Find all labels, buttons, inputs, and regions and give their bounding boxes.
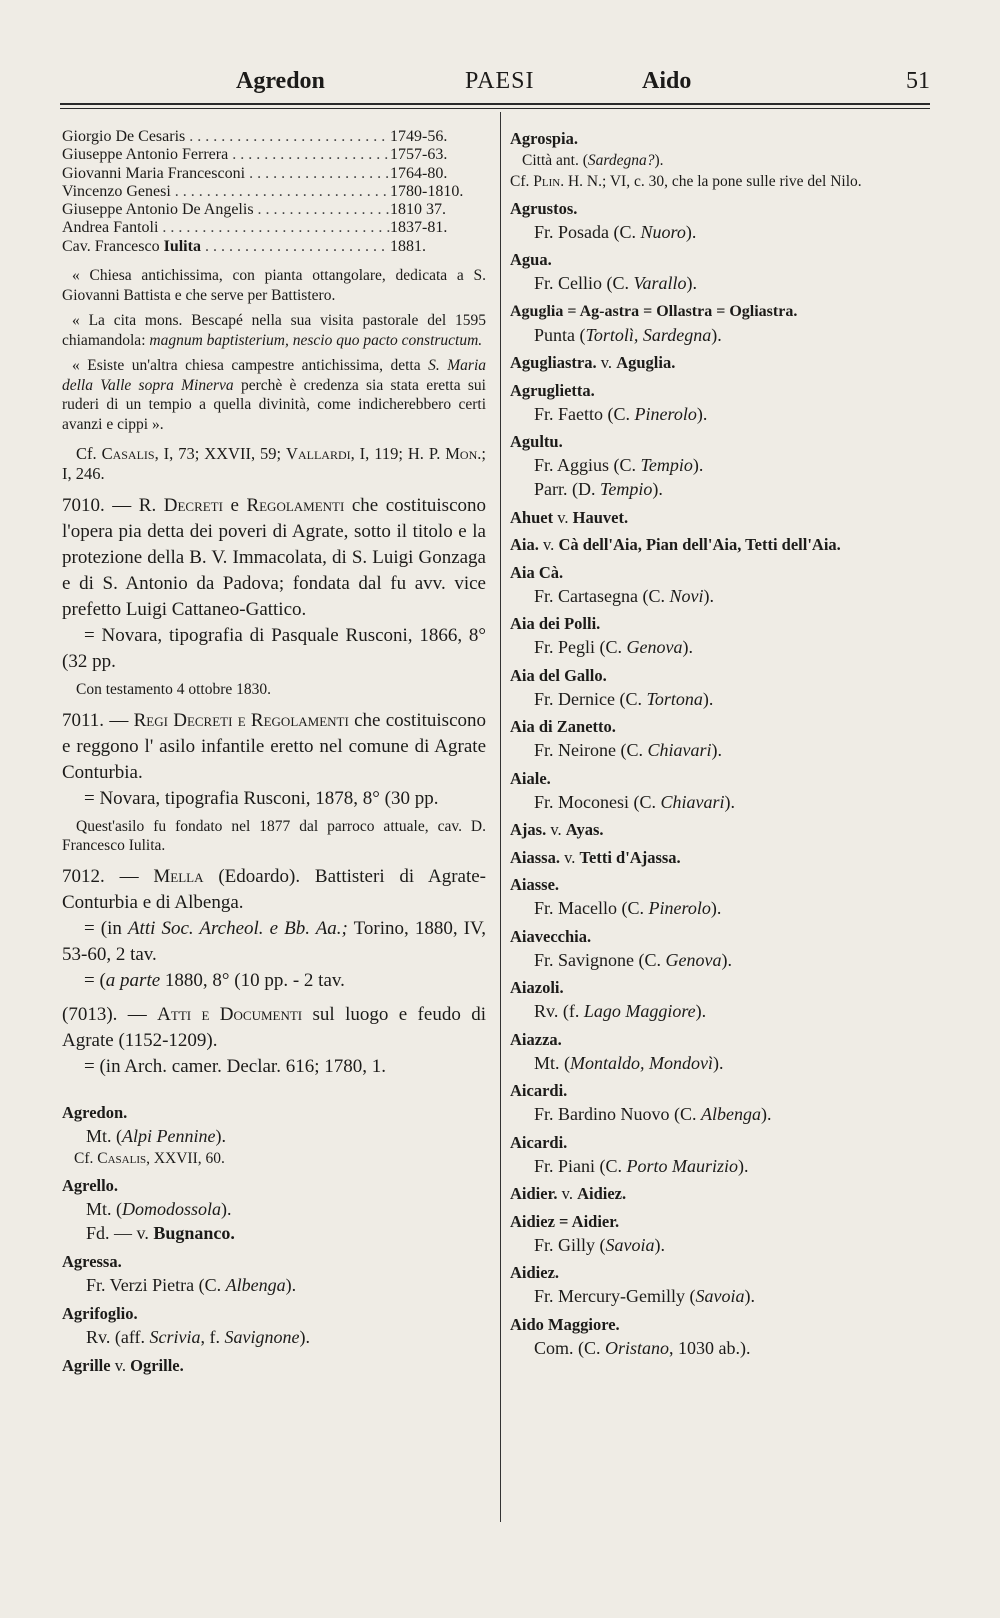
place-heading: Agruglietta.	[510, 380, 595, 400]
place-line	[510, 453, 940, 477]
place-text: ).	[654, 152, 664, 169]
register-dates: 1837-81.	[390, 219, 448, 237]
register-name: Giorgio De Cesaris . . .	[62, 128, 390, 146]
place-line	[510, 948, 940, 972]
cross-reference: Hauvet.	[572, 507, 629, 527]
cf-author: Plin	[533, 173, 561, 190]
place-italic: Novi	[669, 585, 704, 606]
place-entry	[510, 1080, 940, 1126]
entry-publication	[62, 968, 486, 994]
header-left-word: Agredon	[236, 68, 325, 94]
register-row	[62, 238, 486, 256]
register-name-bold: Iulita	[163, 237, 201, 255]
place-text: ).	[710, 898, 722, 918]
place-entry	[510, 562, 940, 608]
place-entry	[510, 249, 940, 295]
register-name	[62, 238, 390, 256]
quote-text: « La cita mons. Bescapé nella sua visita pastorale del 1595 chiamandola:	[62, 312, 486, 349]
place-heading-text: Aiassa.	[510, 847, 560, 867]
register-row	[62, 146, 486, 164]
place-text: Fr. Gilly (	[534, 1234, 606, 1255]
place-italic: Chiavari	[660, 791, 725, 812]
place-text: ).	[692, 455, 704, 475]
place-heading: Agrustos.	[510, 198, 578, 218]
place-text: Fr. Savignone (C.	[534, 949, 666, 970]
place-heading-text: Agugliastra.	[510, 353, 597, 372]
place-text: Fr. Cartasegna (C.	[534, 585, 670, 606]
cf-text: , I, 73; XXVII, 59;	[154, 444, 287, 464]
place-crossref	[510, 1183, 940, 1205]
cf-text: , XXVII, 60.	[146, 1149, 225, 1167]
place-text: Fr. Moconesi (C.	[534, 791, 661, 812]
header-rule-thick	[60, 103, 930, 105]
see-text: v.	[110, 1355, 131, 1375]
place-crossref	[62, 1355, 486, 1377]
place-entry	[510, 977, 940, 1023]
place-entry	[510, 198, 940, 244]
place-entry	[510, 613, 940, 659]
entry-title-sc: Decreti	[163, 495, 223, 517]
see-text: v.	[557, 1184, 578, 1203]
place-heading: Aiale.	[510, 768, 551, 788]
pub-italic: a parte	[105, 969, 161, 991]
place-text: Fr. Cellio (C.	[534, 273, 634, 293]
header-section-title: PAESI	[465, 68, 535, 94]
entry-author: Mella	[153, 865, 204, 887]
place-text: ).	[285, 1274, 297, 1295]
place-text: ).	[654, 1234, 666, 1255]
place-italic: Tortona	[646, 688, 703, 709]
running-header	[60, 62, 930, 102]
place-italic: Montaldo, Mondovì	[570, 1052, 713, 1073]
place-entry	[510, 1211, 940, 1257]
entry-text: che costituiscono e reggono l' asilo infantile eretto nel comune di Agrate Conturbia.	[62, 709, 487, 783]
place-entry	[510, 665, 940, 711]
place-line	[510, 477, 940, 501]
entry-publication: = Novara, tipografia Rusconi, 1878, 8° (30 pp.	[84, 787, 439, 809]
place-heading: Aido Maggiore.	[510, 1314, 620, 1334]
quote-paragraph	[62, 356, 486, 434]
entry-number: (7013). —	[62, 1003, 158, 1025]
place-line	[510, 1051, 940, 1075]
place-line	[510, 896, 940, 920]
place-heading: Aiazoli.	[510, 978, 564, 997]
register-name: Vincenzo Genesi . . .	[62, 183, 390, 201]
place-heading-text: Aidier.	[510, 1184, 558, 1203]
place-text: , 1030 ab.).	[669, 1337, 751, 1358]
place-text: Mt. (	[534, 1052, 570, 1073]
left-column	[62, 128, 486, 1377]
place-heading-text: Agrille	[62, 1355, 111, 1375]
cf-text: Cf.	[74, 1149, 98, 1167]
place-heading: Aia del Gallo.	[510, 665, 607, 685]
place-crossref	[510, 534, 940, 556]
place-entry	[510, 1029, 940, 1075]
place-text: ).	[703, 585, 714, 606]
place-line	[62, 1221, 486, 1245]
place-text: Fr. Verzi Pietra (C.	[86, 1274, 226, 1295]
pub-text: = (in	[84, 917, 128, 939]
place-heading: Aidiez.	[510, 1263, 560, 1282]
quote-text: « Esiste un'altra chiesa campestre antichissima, detta	[72, 357, 429, 375]
see-text: v.	[538, 535, 559, 554]
place-line	[510, 1233, 940, 1257]
place-text: ).	[712, 1052, 724, 1073]
place-text: Fr. Posada (C.	[534, 221, 641, 242]
entry-7010	[62, 493, 486, 623]
place-heading: Aicardi.	[510, 1132, 568, 1152]
place-heading: Aicardi.	[510, 1081, 568, 1100]
cross-reference: Aguglia.	[616, 353, 676, 372]
place-text: Rv. (aff.	[86, 1326, 150, 1347]
place-heading: Agrospia.	[510, 129, 578, 148]
place-crossref	[510, 352, 940, 374]
register-name-prefix: Cav. Francesco	[62, 237, 164, 255]
register-name: Giuseppe Antonio De Angelis . . .	[62, 201, 390, 219]
place-heading: Agrello.	[62, 1175, 119, 1195]
place-text: Fr. Neirone (C.	[534, 740, 648, 760]
place-line	[510, 738, 940, 762]
citation	[62, 444, 486, 483]
place-heading: Aia dei Polli.	[510, 614, 601, 633]
see-text: v.	[596, 353, 617, 372]
register-list	[62, 128, 486, 256]
register-dates: 1881.	[390, 237, 426, 255]
place-line	[510, 1102, 940, 1126]
register-row	[62, 183, 486, 201]
entry-title-sc: Regi Decreti e Regolamenti	[133, 709, 349, 731]
place-italic: Sardegna?	[587, 152, 655, 169]
place-entry	[510, 1132, 940, 1178]
cf-text: , I, 119; H. P.	[350, 444, 446, 464]
place-text: ).	[744, 1286, 755, 1306]
place-italic: Oristano	[605, 1337, 670, 1358]
place-text: Fr. Macello (C.	[534, 898, 649, 918]
entry-publication: = (in Arch. camer. Declar. 616; 1780, 1.	[84, 1055, 386, 1077]
place-text: ).	[711, 740, 722, 760]
place-text: Mt. (	[86, 1125, 122, 1146]
place-text: Fr. Mercury-Gemilly (	[534, 1286, 696, 1306]
cf-text: ; I, 246.	[62, 444, 486, 483]
entry-7011	[62, 708, 486, 786]
register-row	[62, 219, 486, 237]
place-line	[510, 220, 940, 244]
place-entry	[510, 431, 940, 501]
place-citation	[510, 171, 940, 192]
place-entry	[510, 534, 940, 556]
place-line	[62, 1325, 486, 1349]
cf-text: Cf.	[510, 173, 534, 190]
entry-7012	[62, 864, 486, 916]
place-text: Fr. Pegli (C.	[534, 637, 627, 657]
register-name: Andrea Fantoli . . .	[62, 219, 390, 237]
place-entry	[510, 380, 940, 426]
see-text: v.	[546, 820, 566, 839]
quote-paragraph: « Chiesa antichissima, con pianta ottangolare, dedicata a S. Giovanni Battista e che serve per Battistero.	[62, 267, 486, 304]
entry-number: 7010. — R.	[62, 495, 164, 517]
place-italic: Pinerolo	[634, 403, 697, 424]
register-row	[62, 165, 486, 183]
register-dates: 1764-80.	[390, 164, 448, 182]
quote-church-name: S. Maria della Valle sopra Minerva	[62, 357, 486, 394]
place-text: ).	[724, 791, 736, 812]
place-heading: Aia di Zanetto.	[510, 717, 616, 736]
place-heading: Agua.	[510, 250, 552, 269]
place-text: ).	[761, 1104, 772, 1124]
place-italic: Chiavari	[647, 740, 712, 760]
place-italic: Albenga	[701, 1104, 762, 1124]
place-text: Rv. (f.	[534, 1001, 584, 1021]
cf-author: Casalis	[101, 444, 155, 464]
place-text: ).	[685, 221, 697, 242]
place-italic: Nuoro	[640, 221, 686, 242]
place-italic: Alpi Pennine	[122, 1125, 216, 1146]
place-line	[510, 1154, 940, 1178]
place-entry	[510, 128, 940, 192]
place-crossref	[510, 847, 940, 869]
register-dates: 1810 37.	[390, 201, 446, 219]
place-crossref	[510, 819, 940, 841]
place-text: ).	[711, 324, 722, 345]
place-line	[510, 271, 940, 295]
place-text: Com. (C.	[534, 1337, 606, 1358]
place-heading: Aiasse.	[510, 875, 560, 894]
place-heading: Agrifoglio.	[62, 1303, 138, 1323]
place-text: ).	[686, 273, 698, 293]
pub-text: 1880, 8° (10 pp. - 2 tav.	[160, 969, 345, 991]
register-row	[62, 201, 486, 219]
column-divider	[500, 112, 501, 1522]
place-text: Fr. Bardino Nuovo (C.	[534, 1104, 702, 1124]
cf-author: Mon.	[445, 444, 482, 464]
place-entry	[510, 926, 940, 972]
place-italic: Genova	[626, 637, 683, 657]
cf-text: . H. N.; VI, c. 30, che la pone sulle rive del Nilo.	[560, 173, 862, 190]
place-entry	[510, 352, 940, 374]
place-line	[510, 687, 940, 711]
place-entry	[510, 301, 940, 347]
place-line	[510, 1284, 940, 1308]
place-italic: Genova	[665, 949, 722, 970]
place-italic: Pinerolo	[648, 898, 711, 918]
entry-text: che costituiscono l'opera pia detta dei poveri di Agrate, sotto il titolo e la protezione della B. V. Immacolata, di S. Luigi Gonzaga e di S. Antonio da Padova; fondata dal fu avv. vice prefetto Luigi Cattaneo-Gattico.	[62, 495, 486, 621]
place-entry	[510, 716, 940, 762]
pub-text: = (	[84, 969, 106, 991]
see-text: v.	[559, 847, 580, 867]
register-dates: 1749-56.	[390, 128, 448, 145]
place-heading: Aidiez = Aidier.	[510, 1211, 620, 1231]
place-entry	[510, 819, 940, 841]
place-line	[510, 150, 940, 171]
place-heading-text: Aia.	[510, 535, 539, 554]
place-italic: Tempio	[600, 479, 653, 499]
quote-text: perchè è credenza sia stata eretta sui ruderi di un tempio a quella divinità, come indicherebbero certi avanzi e cippi ».	[62, 376, 486, 433]
place-italic: Savignone	[224, 1326, 300, 1347]
entry-text: sul luogo e feudo di Agrate (1152-1209).	[62, 1003, 486, 1051]
place-heading-text: Ahuet	[510, 507, 554, 527]
place-heading: Aiavecchia.	[510, 926, 592, 946]
place-text: ).	[215, 1125, 226, 1146]
place-line	[510, 323, 940, 347]
place-entry	[510, 874, 940, 920]
cf-author: Casalis	[97, 1149, 147, 1167]
place-italic: Albenga	[225, 1274, 286, 1295]
entry-7013	[62, 1002, 486, 1054]
place-italic: Savoia	[695, 1286, 745, 1306]
header-right-word: Aido	[642, 68, 692, 94]
register-name: Giuseppe Antonio Ferrera . . .	[62, 146, 390, 164]
place-text: Fr. Faetto (C.	[534, 403, 635, 424]
place-text: Città ant. (	[522, 152, 588, 169]
place-line	[62, 1124, 486, 1148]
entry-note: Quest'asilo fu fondato nel 1877 dal parroco attuale, cav. D. Francesco Iulita.	[62, 817, 486, 855]
place-entries-left	[62, 1102, 486, 1377]
place-heading: Aia Cà.	[510, 562, 564, 582]
place-line	[510, 999, 940, 1023]
place-text: Parr. (D.	[534, 479, 600, 499]
place-line	[62, 1273, 486, 1297]
place-italic: Domodossola	[122, 1198, 222, 1219]
page-number: 51	[906, 68, 930, 94]
place-heading: Agultu.	[510, 432, 563, 451]
register-name: Giovanni Maria Francesconi . . .	[62, 165, 390, 183]
place-entry	[510, 1183, 940, 1205]
register-dates: 1780-1810.	[390, 182, 464, 200]
place-line	[510, 584, 940, 608]
right-column	[510, 128, 940, 1365]
place-line	[510, 402, 940, 426]
pub-journal: Atti Soc. Archeol. e Bb. Aa.;	[127, 917, 348, 939]
header-rule-thin	[60, 108, 930, 109]
place-text: ).	[682, 637, 693, 657]
place-text: ).	[696, 403, 708, 424]
place-citation	[62, 1148, 486, 1169]
place-heading: Aiazza.	[510, 1029, 562, 1049]
entry-number: 7012. —	[62, 865, 154, 887]
cross-reference: Ayas.	[565, 820, 604, 839]
place-text: ).	[695, 1001, 707, 1021]
place-text: Fr. Dernice (C.	[534, 688, 647, 709]
cf-text: Cf.	[76, 444, 102, 464]
place-italic: Porto Maurizio	[626, 1155, 739, 1176]
place-text: ).	[721, 949, 732, 970]
place-entry	[510, 768, 940, 814]
place-italic: Scrivia	[149, 1326, 201, 1347]
place-heading: Agressa.	[62, 1251, 122, 1271]
place-text: Fr. Aggius (C.	[534, 455, 641, 475]
place-entry	[510, 507, 940, 529]
place-italic: Varallo	[633, 273, 687, 293]
place-crossref	[510, 507, 940, 529]
place-entry	[510, 1314, 940, 1360]
quote-paragraph	[62, 311, 486, 350]
place-italic: Tempio	[640, 455, 693, 475]
entry-number: 7011. —	[62, 709, 134, 731]
entry-note: Con testamento 4 ottobre 1830.	[76, 681, 272, 699]
place-italic: Savoia	[605, 1234, 655, 1255]
place-heading: Aguglia = Ag-astra = Ollastra = Ogliastra.	[510, 302, 798, 320]
place-italic: Tortolì, Sardegna	[585, 324, 712, 345]
place-text: ).	[702, 688, 714, 709]
cross-reference: Ogrille.	[130, 1355, 184, 1375]
cross-reference: Cà dell'Aia, Pian dell'Aia, Tetti dell'Aia.	[558, 535, 841, 554]
entry-text: e	[222, 495, 247, 517]
register-dates: 1757-63.	[390, 146, 448, 164]
place-heading-text: Ajas.	[510, 820, 547, 839]
entry-title-sc: Regolamenti	[246, 495, 345, 517]
place-text: Mt. (	[86, 1198, 122, 1219]
entry-publication	[62, 916, 486, 968]
see-text: v.	[553, 507, 573, 527]
cross-reference: Bugnanco.	[153, 1222, 235, 1243]
cross-reference: Aidiez.	[577, 1184, 627, 1203]
place-text: ).	[299, 1326, 310, 1347]
place-line	[62, 1197, 486, 1221]
cf-author: Vallardi	[286, 444, 351, 464]
place-text: Fr. Piani (C.	[534, 1155, 627, 1176]
register-row	[62, 128, 486, 146]
place-entry	[510, 1262, 940, 1308]
place-entry	[510, 847, 940, 869]
cross-reference: Tetti d'Ajassa.	[579, 847, 681, 867]
entry-publication: = Novara, tipografia di Pasquale Rusconi, 1866, 8° (32 pp.	[62, 625, 486, 673]
place-text: ).	[738, 1155, 749, 1176]
place-text: Fd. — v.	[86, 1222, 154, 1243]
pub-text: Torino, 1880, IV, 53-60, 2 tav.	[62, 917, 486, 965]
place-text: Punta (	[534, 324, 586, 345]
entry-text: (Edoardo). Battisteri di Agrate-Conturbia e di Albenga.	[62, 865, 486, 913]
quote-latin: magnum baptisterium, nescio quo pacto constructum.	[149, 331, 483, 349]
place-line	[510, 1336, 940, 1360]
place-text: , f.	[200, 1326, 225, 1347]
entry-title-sc: Atti e Documenti	[157, 1003, 303, 1025]
place-heading: Agredon.	[62, 1102, 128, 1122]
place-text: ).	[652, 479, 663, 499]
place-text: ).	[221, 1198, 232, 1219]
place-line	[510, 790, 940, 814]
place-line	[510, 635, 940, 659]
place-italic: Lago Maggiore	[583, 1001, 696, 1021]
